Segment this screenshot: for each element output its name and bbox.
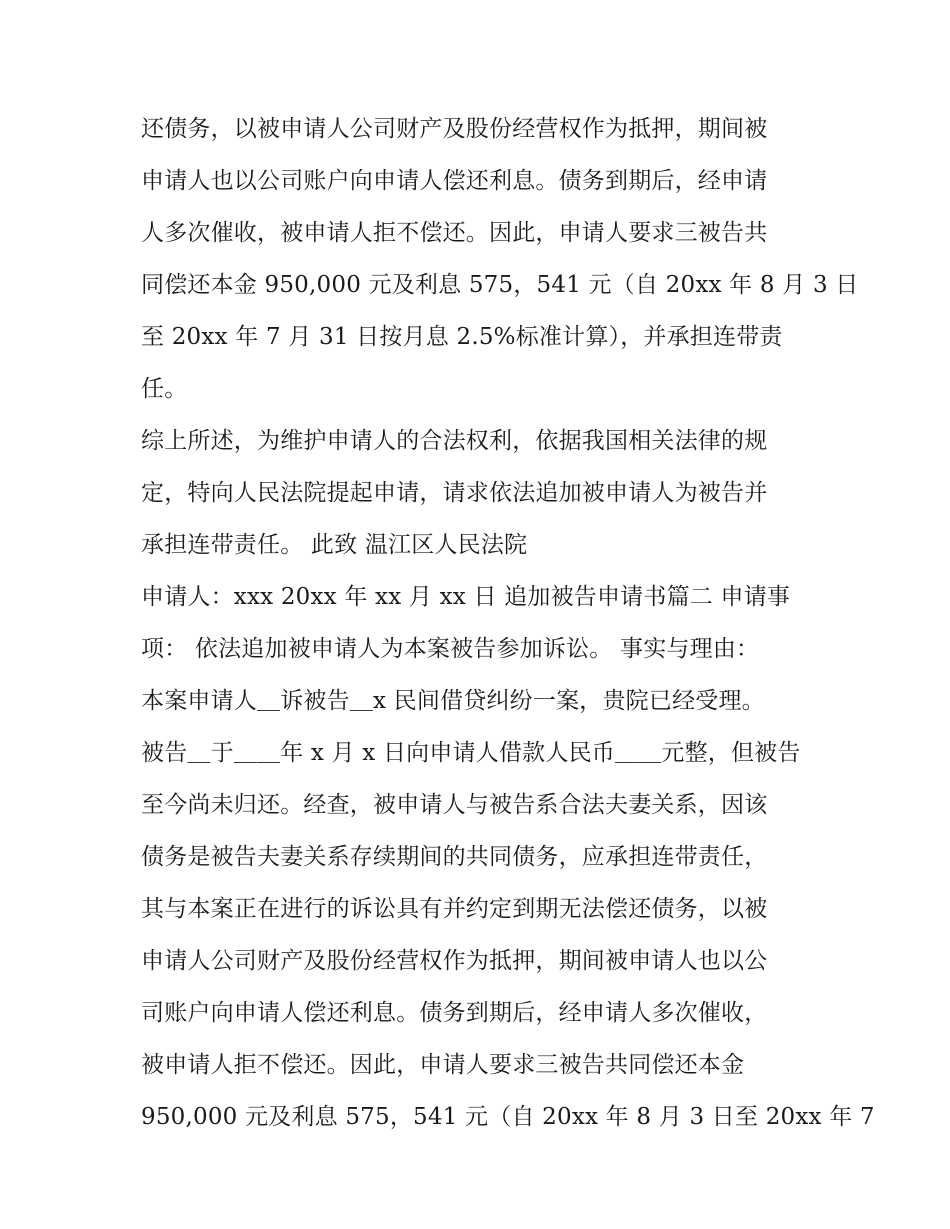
text-line: 至今尚未归还。经查，被申请人与被告系合法夫妻关系，因该: [141, 792, 768, 818]
text-line: 申请人公司财产及股份经营权作为抵押，期间被申请人也以公: [141, 948, 768, 974]
document-body: [141, 108, 875, 1148]
text-line: 人多次催收，被申请人拒不偿还。因此，申请人要求三被告共: [141, 220, 768, 246]
text-line: 还债务，以被申请人公司财产及股份经营权作为抵押，期间被: [141, 116, 768, 142]
text-line: 申请人也以公司账户向申请人偿还利息。债务到期后，经申请: [141, 168, 768, 194]
text-line: 综上所述，为维护申请人的合法权利，依据我国相关法律的规: [141, 428, 768, 454]
text-line: 承担连带责任。 此致 温江区人民法院: [141, 532, 528, 558]
text-line: 至 20xx 年 7 月 31 日按月息 2.5%标准计算），并承担连带责: [141, 324, 783, 350]
text-line: 司账户向申请人偿还利息。债务到期后，经申请人多次催收，: [141, 1000, 768, 1026]
text-line: 任。: [141, 376, 188, 402]
text-line: 申请人：xxx 20xx 年 xx 月 xx 日 追加被告申请书篇二 申请事: [141, 584, 791, 610]
text-line: 其与本案正在进行的诉讼具有并约定到期无法偿还债务，以被: [141, 896, 768, 922]
text-line: 定，特向人民法院提起申请，请求依法追加被申请人为被告并: [141, 480, 768, 506]
text-line: 项： 依法追加被申请人为本案被告参加诉讼。 事实与理由：: [141, 636, 760, 662]
text-line: 被申请人拒不偿还。因此，申请人要求三被告共同偿还本金: [141, 1052, 745, 1078]
text-line: 债务是被告夫妻关系存续期间的共同债务，应承担连带责任，: [141, 844, 768, 870]
text-line: 同偿还本金 950,000 元及利息 575，541 元（自 20xx 年 8 月 3 日: [141, 272, 859, 298]
text-line: 被告＿于＿＿年 x 月 x 日向申请人借款人民币＿＿元整，但被告: [141, 740, 801, 766]
text-line: 本案申请人＿诉被告＿x 民间借贷纠纷一案，贵院已经受理。: [141, 688, 765, 714]
text-line: 950,000 元及利息 575，541 元（自 20xx 年 8 月 3 日至 20xx 年 7: [141, 1104, 875, 1130]
